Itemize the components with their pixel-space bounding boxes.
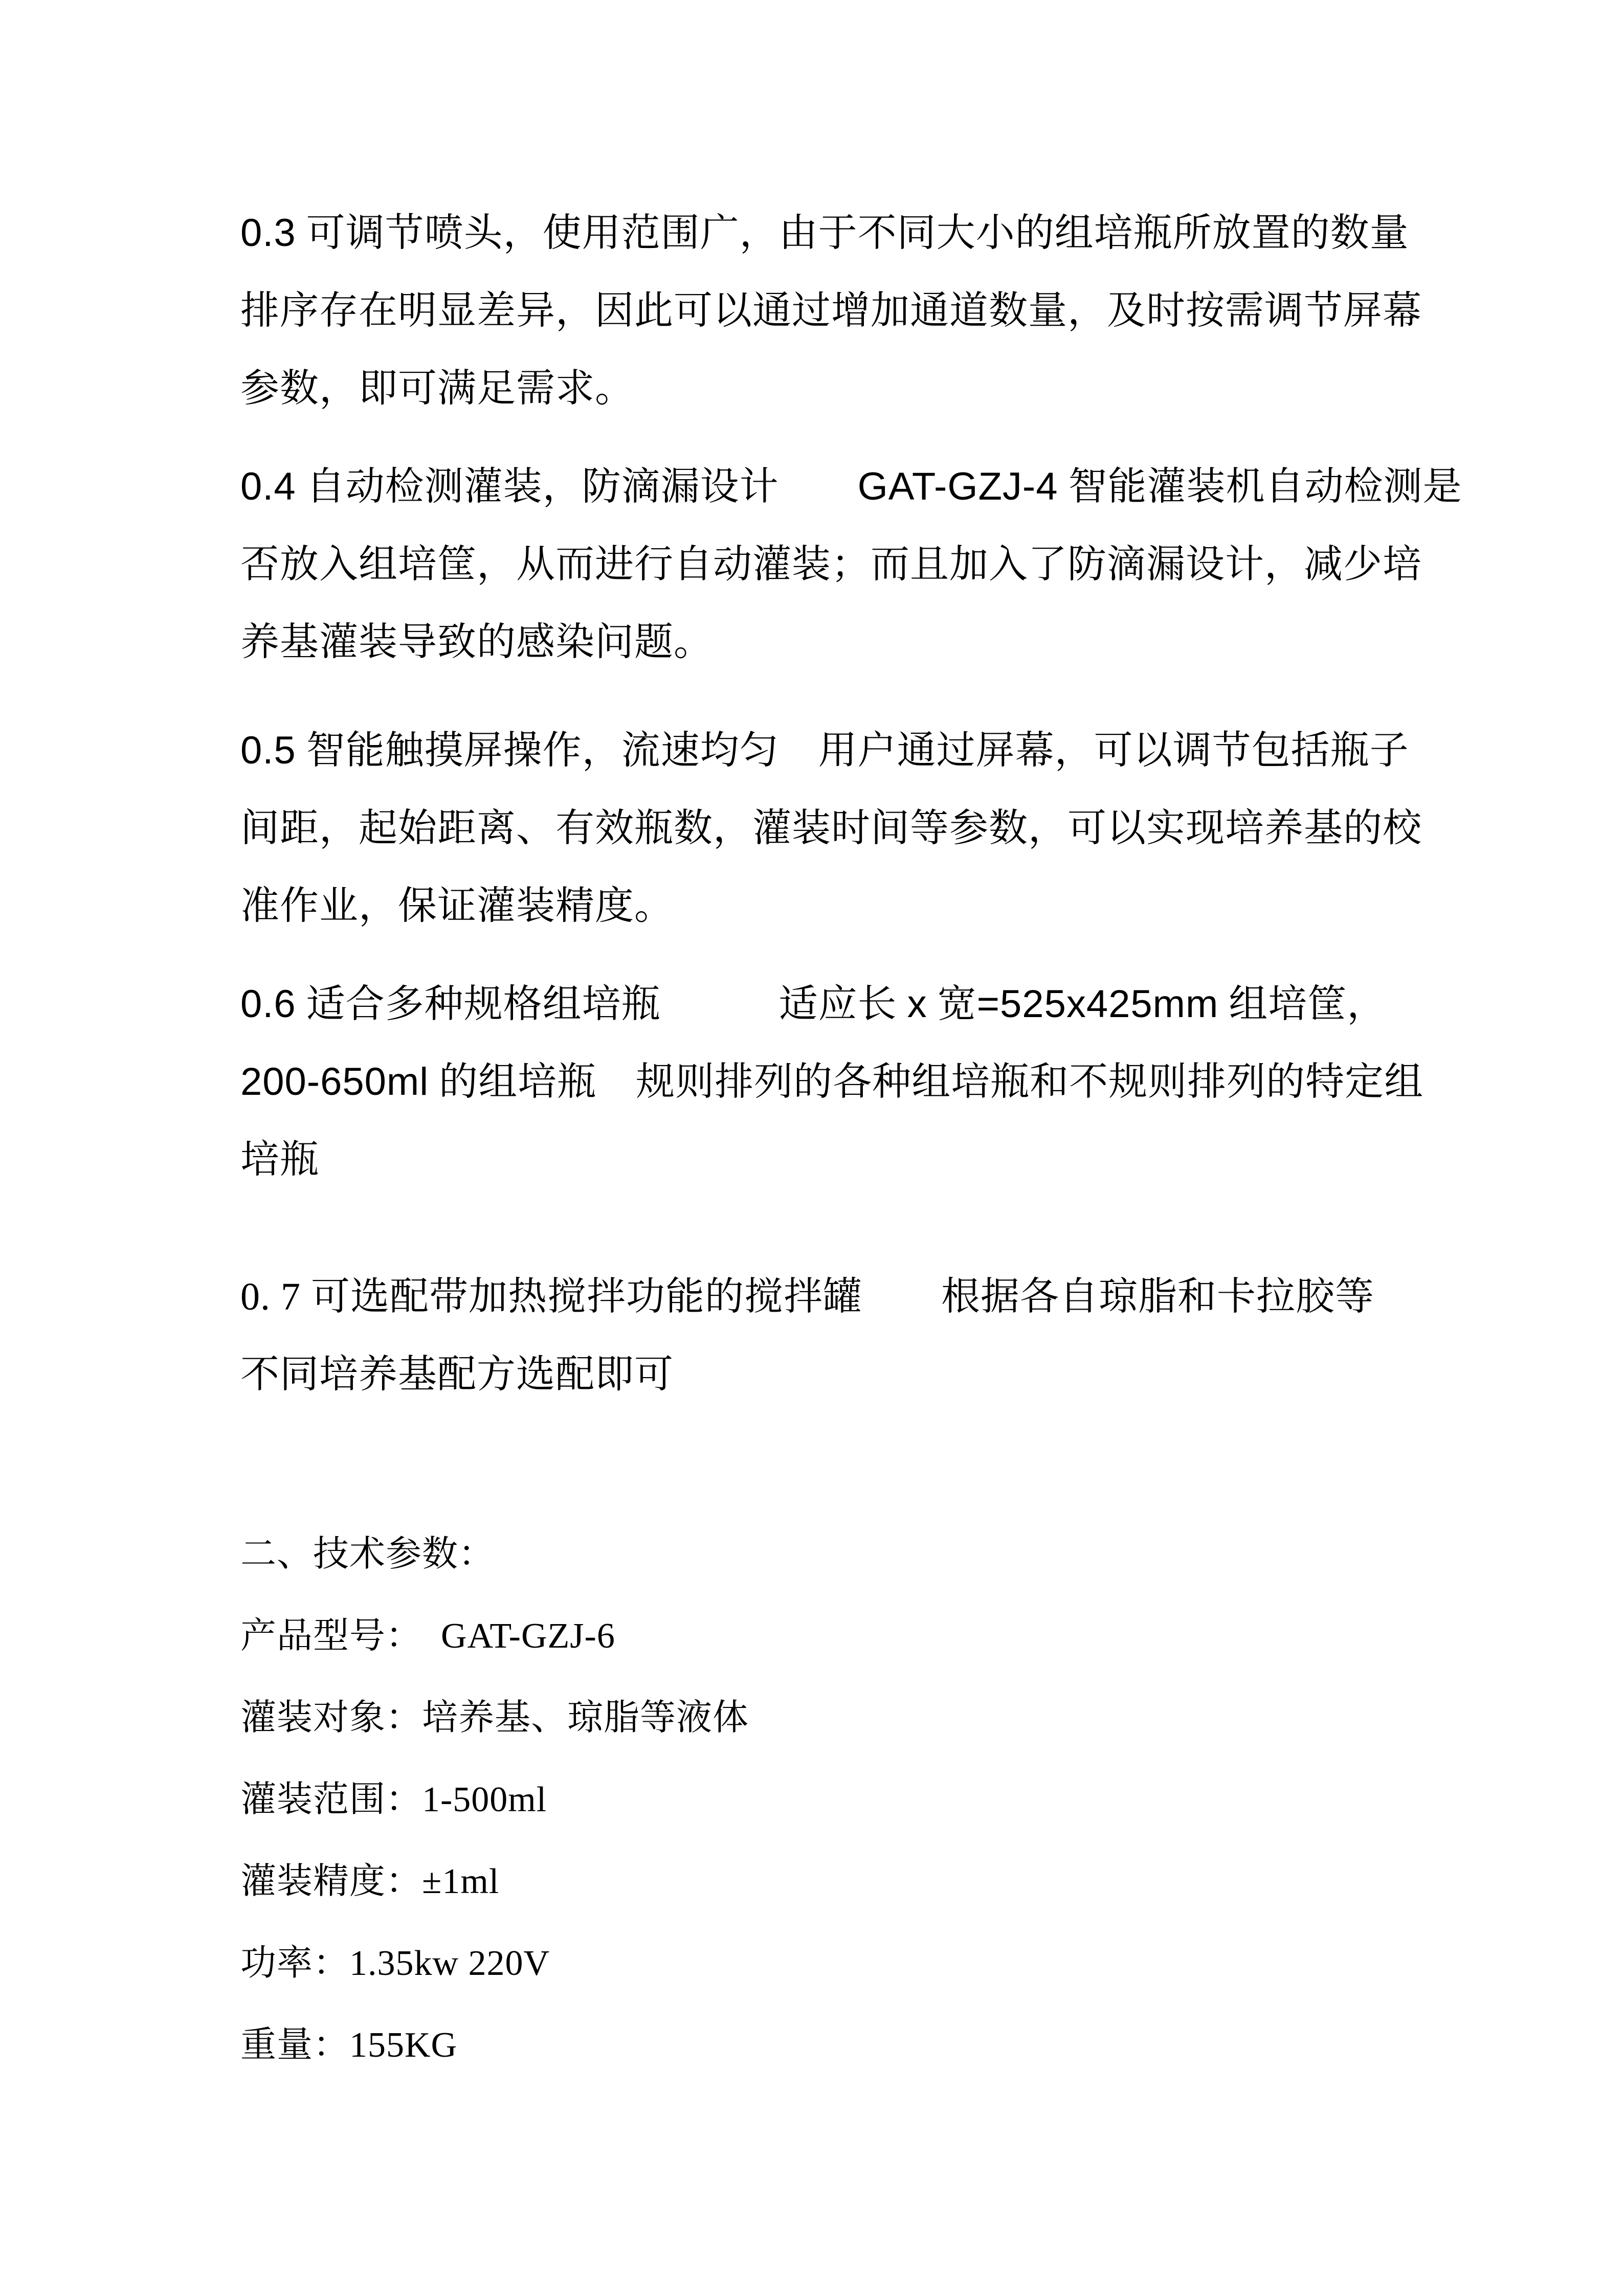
paragraph-line — [240, 526, 1422, 603]
spec-line — [240, 1841, 1391, 1923]
text-run: 0. 7 可选配带加热搅拌功能的搅拌罐 根据各自琼脂和卡拉胶等 — [240, 1275, 1374, 1318]
paragraph-line — [240, 272, 1422, 350]
text-run: 不同培养基配方选配即可 — [240, 1353, 674, 1396]
text-run: =525x425mm — [976, 982, 1219, 1026]
text-run: x — [907, 982, 927, 1026]
spec-line — [240, 1595, 1391, 1677]
text-run: 组培筐， — [1218, 983, 1387, 1026]
text-run: 功率：1.35kw 220V — [240, 1944, 550, 1983]
paragraph-line — [240, 194, 1409, 272]
spec-line — [240, 1759, 1391, 1841]
text-run: 间距，起始距离、有效瓶数，灌装时间等参数，可以实现培养基的校 — [240, 807, 1422, 850]
text-run: 产品型号： GAT-GZJ-6 — [240, 1616, 615, 1656]
text-run: 参数，即可满足需求。 — [240, 367, 634, 410]
text-run: 灌装精度：±1ml — [240, 1862, 500, 1901]
section-heading — [240, 1514, 1391, 1595]
text-run: 的组培瓶 规则排列的各种组培瓶和不规则排列的特定组 — [429, 1061, 1424, 1104]
text-run: GAT-GZJ-4 — [857, 465, 1058, 508]
text-run: 0.6 — [240, 982, 296, 1026]
paragraph-line — [240, 350, 1391, 427]
spec-line — [240, 1677, 1391, 1759]
text-run: 重量：155KG — [240, 2025, 458, 2065]
spec-line — [240, 2005, 1391, 2086]
paragraph-line — [240, 867, 1391, 945]
paragraph-line — [240, 712, 1409, 790]
text-run: 智能灌装机自动检测是 — [1058, 465, 1462, 508]
text-run: 自动检测灌装，防滴漏设计 — [296, 465, 858, 508]
paragraph-line — [240, 1043, 1424, 1121]
paragraph-line — [240, 448, 1462, 526]
paragraph-line — [240, 603, 1391, 681]
text-run: 灌装对象：培养基、琼脂等液体 — [240, 1698, 749, 1738]
paragraph-line — [240, 790, 1422, 867]
text-run: 宽 — [927, 983, 977, 1026]
text-run: 200-650ml — [240, 1060, 429, 1104]
paragraph-line — [240, 1121, 1391, 1199]
spec-line — [240, 1923, 1391, 2005]
text-run: 二、技术参数： — [240, 1535, 495, 1574]
text-run: 智能触摸屏操作，流速均匀 用户通过屏幕，可以调节包括瓶子 — [296, 729, 1409, 772]
text-run: 适合多种规格组培瓶 适应长 — [296, 983, 907, 1026]
text-run: 培瓶 — [240, 1138, 319, 1181]
text-run: 排序存在明显差异，因此可以通过增加通道数量，及时按需调节屏幕 — [240, 289, 1422, 332]
paragraph-line — [240, 1258, 1391, 1336]
text-run: 可调节喷头，使用范围广，由于不同大小的组培瓶所放置的数量 — [296, 212, 1409, 255]
text-run: 0.5 — [240, 729, 296, 772]
paragraph-line — [240, 965, 1391, 1043]
text-run: 准作业，保证灌装精度。 — [240, 885, 674, 928]
text-run: 0.4 — [240, 465, 296, 508]
text-run: 灌装范围：1-500ml — [240, 1780, 547, 1819]
text-run: 0.3 — [240, 211, 296, 255]
text-run: 否放入组培筐，从而进行自动灌装；而且加入了防滴漏设计，减少培 — [240, 543, 1422, 586]
text-run: 养基灌装导致的感染问题。 — [240, 621, 713, 664]
paragraph-line — [240, 1336, 1391, 1413]
